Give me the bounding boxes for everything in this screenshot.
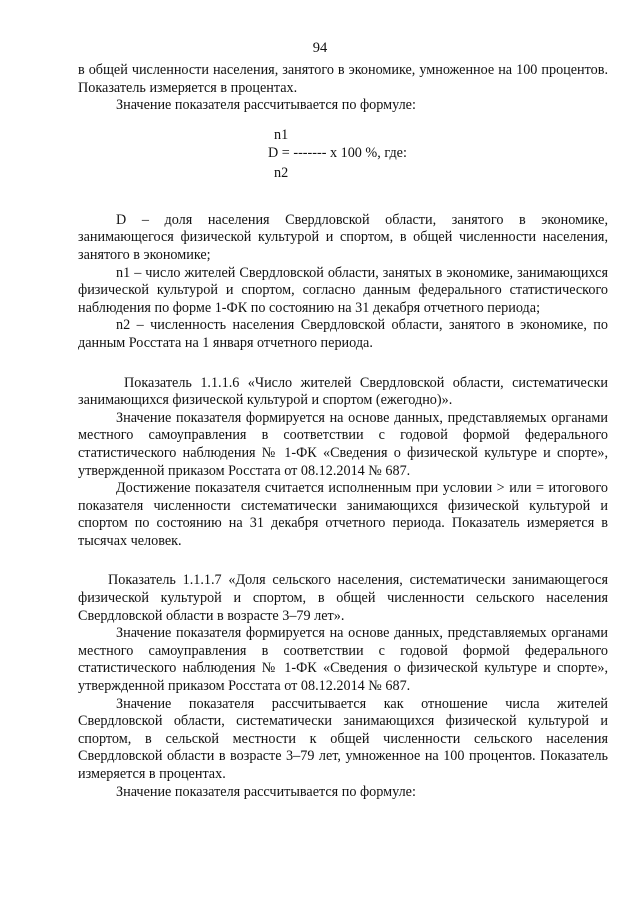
formula-intro: Значение показателя рассчитывается по формуле:: [116, 97, 416, 114]
indicator-1117-title: Показатель 1.1.1.7 «Доля сельского населения, систематически занимающегося физической культурой и спортом, в общей численности сельского населения Свердловской области в возрасте 3–79 лет».: [78, 572, 608, 624]
page-number: 94: [312, 40, 328, 56]
indicator-1117-calculation: Значение показателя рассчитывается как отношение числа жителей Свердловской области, систематически занимающихся физической культурой и спортом, в сельской местности к общей численности сельского населения Свердловской области в возрасте 3–79 лет, умноженное на 100 процентов. Показатель измеряется в процентах.: [78, 695, 608, 782]
indicator-1116-title: Показатель 1.1.1.6 «Число жителей Свердловской области, систематически занимающихся физической культурой и спортом (ежегодно)».: [78, 374, 608, 409]
formula-main: D = ------- x 100 %, где:: [268, 144, 407, 161]
indicator-1116-source: Значение показателя формируется на основе данных, представляемых органами местного самоуправления в соответствии с годовой формой федерального статистического наблюдения № 1-ФК «Сведения о физической культуре и спорте», утвержденной приказом Росстата от 08.12.2014 № 687.: [78, 409, 608, 479]
indicator-1116-condition: Достижение показателя считается исполненным при условии > или = итогового показателя численности систематически занимающихся физической культурой и спортом по состоянию на 31 декабря отчетного периода. Показатель измеряется в тысячах человек.: [78, 480, 608, 549]
formula-block: [78, 125, 608, 191]
definition-n2: n2 – численность населения Свердловской области, занятого в экономике, по данным Росстата на 1 января отчетного периода.: [78, 317, 608, 351]
paragraph-continuation: в общей численности населения, занятого в экономике, умноженное на 100 процентов. Показатель измеряется в процентах.: [78, 62, 608, 96]
document-body: [78, 62, 608, 801]
indicator-1117-formula-intro: Значение показателя рассчитывается по формуле:: [116, 783, 416, 800]
formula-denominator: n2: [274, 164, 289, 181]
definition-d: D – доля населения Свердловской области, занятого в экономике, занимающегося физической культурой и спортом, в общей численности населения, занятого в экономике;: [78, 211, 608, 263]
indicator-1117-source: Значение показателя формируется на основе данных, представляемых органами местного самоуправления в соответствии с годовой формой федерального статистического наблюдения № 1-ФК «Сведения о физической культуре и спорте», утвержденной приказом Росстата от 08.12.2014 № 687.: [78, 625, 608, 695]
formula-numerator: n1: [274, 126, 289, 143]
definition-n1: n1 – число жителей Свердловской области, занятых в экономике, занимающихся физической культурой и спортом, согласно данным федерального статистического наблюдения по форме 1-ФК по состоянию на 31 декабря отчетного периода;: [78, 264, 608, 316]
